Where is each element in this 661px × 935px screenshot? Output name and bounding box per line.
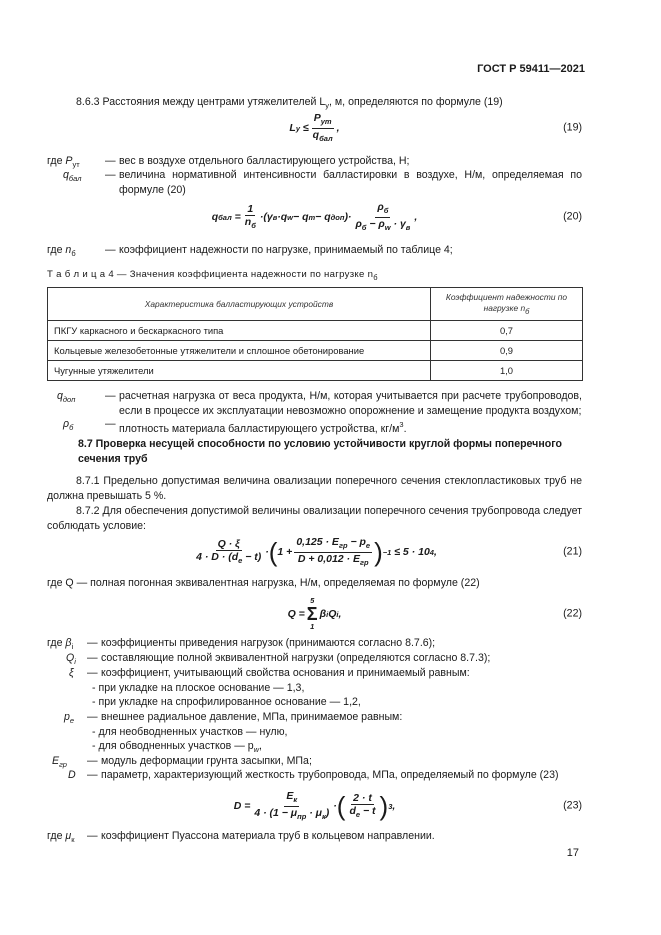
dash: — (105, 390, 116, 402)
table-row (48, 341, 583, 361)
symbol-sub: i (71, 642, 74, 651)
dash: — (87, 830, 98, 842)
f-sub: б (251, 220, 256, 230)
f-text: − q (315, 210, 331, 223)
prefix: где (47, 244, 66, 256)
f-text: , (414, 210, 418, 223)
symbol-sub: б (71, 249, 76, 258)
f-text: 0,125 · E (296, 535, 339, 548)
f-sub: i (336, 609, 339, 619)
f-text: , (392, 799, 396, 812)
list-item: - для необводненных участков — нулю, (92, 726, 288, 738)
paragraph-8-6-3 (47, 95, 582, 113)
symbol: p (64, 711, 70, 723)
symbol: ρ (63, 418, 70, 430)
f-text: Q (328, 607, 337, 620)
definition-text: коэффициент Пуассона материала труб в кольцевом направлении. (101, 830, 435, 842)
f-sub: б (383, 205, 389, 215)
table-caption (47, 267, 378, 285)
table-row (48, 361, 583, 381)
paragraph-8-7-2: 8.7.2 Для обеспечения допустимой величины овализации поперечного сечения трубопровода следует соблюдать условие: (47, 505, 582, 532)
formula-19 (47, 112, 582, 144)
definition-text: вес в воздухе отдельного балластирующего устройства, Н; (119, 155, 410, 167)
f-text: 1 (247, 202, 254, 215)
f-text: · (333, 799, 337, 812)
section-8-7-heading: 8.7 Проверка несущей способности по условию устойчивости круглой формы поперечного сечения труб (78, 438, 562, 465)
symbol-sub: гр (59, 760, 67, 769)
f-text: , (336, 121, 340, 134)
formula-23 (47, 786, 582, 826)
definition-text: плотность материала балластирующего устройства, кг/м (119, 423, 400, 435)
symbol: q (57, 390, 63, 402)
f-sub: пр (297, 811, 307, 821)
f-text: · (265, 545, 269, 558)
header-text: Коэффициент надежности по нагрузке n (445, 291, 568, 313)
definition-text: величина нормативной интенсивности балластировки в воздухе, Н/м, определяемая по формуле (20) (119, 169, 582, 196)
symbol: β (65, 637, 72, 649)
f-sub: i (326, 609, 329, 619)
dash: — (87, 637, 98, 649)
f-sub: w (287, 212, 294, 222)
symbol-sub: ут (72, 160, 80, 169)
definition-text: коэффициент надежности по нагрузке, принимаемый по таблице 4; (119, 244, 453, 256)
list-item: - при укладке на плоское основание — 1,3, (92, 682, 305, 694)
dash: — (105, 418, 116, 430)
formula-20 (47, 200, 582, 234)
f-text: · γ (390, 217, 406, 230)
f-text: 4 · (1 − μ (254, 806, 298, 819)
f-text: E (286, 789, 294, 802)
f-text: − t (360, 804, 376, 817)
formula-number: (23) (563, 799, 582, 812)
f-text: ρ (355, 217, 362, 230)
f-text: q (312, 128, 320, 141)
list-item: - при укладке на спрофилированное основание — 1,2, (92, 696, 361, 708)
dash: — (87, 711, 98, 723)
f-text: ) (325, 806, 330, 819)
f-sup: 4 (429, 547, 434, 557)
f-text: − t) (242, 550, 262, 563)
symbol: D (68, 769, 76, 781)
formula-number: (22) (563, 607, 582, 620)
f-text: L (289, 121, 296, 134)
f-text: )· (344, 210, 352, 223)
symbol-sub: б (69, 423, 74, 432)
f-sub: гр (359, 557, 369, 567)
f-sub: 1 (310, 622, 315, 631)
f-sub: в (272, 212, 278, 222)
subscript: у (325, 101, 330, 110)
definition-text: параметр, характеризующий жесткость трубопровода, МПа, определяемый по формуле (23) (101, 769, 559, 781)
f-text: 4 · D · (d (196, 550, 239, 563)
prefix: где (47, 830, 66, 842)
f-sup: −1 (382, 547, 392, 557)
paren-left: ( (336, 791, 346, 821)
symbol-sub: i (74, 657, 76, 666)
definition-text: . (403, 423, 407, 435)
symbol: n (65, 244, 72, 256)
f-sub: бал (218, 212, 232, 222)
f-text: 1 + (277, 545, 293, 558)
sum-operator (307, 597, 318, 631)
f-text: P (313, 111, 321, 124)
f-text: ≤ (302, 121, 309, 134)
symbol-sub: бал (68, 174, 82, 183)
superscript: 3 (399, 420, 404, 429)
f-sub: к (321, 811, 326, 821)
symbol-sub: e (69, 716, 75, 725)
f-text: − q (293, 210, 309, 223)
table-cell: 0,7 (431, 321, 583, 341)
f-sub: ут (320, 116, 332, 126)
document-header: ГОСТ Р 59411—2021 (477, 63, 585, 75)
text: , м, определяются по формуле (19) (329, 96, 503, 108)
dash: — (87, 652, 98, 664)
list-sub: w (253, 745, 260, 754)
f-sub: e (238, 555, 243, 565)
formula-number: (19) (563, 121, 582, 134)
dash: — (105, 169, 116, 181)
prefix: где (47, 637, 66, 649)
f-text: − ρ (366, 217, 385, 230)
symbol: P (65, 155, 73, 167)
f-text: n (244, 215, 252, 228)
table-cell: ПКГУ каркасного и бескаркасного типа (48, 321, 431, 341)
dash: — (87, 769, 98, 781)
dash: — (105, 155, 116, 167)
f-text: = (234, 210, 241, 223)
table-header-row (48, 288, 583, 321)
f-text: , (433, 545, 437, 558)
formula-21 (47, 530, 582, 574)
symbol: μ (65, 830, 72, 842)
dash: — (87, 755, 98, 767)
f-sub: e (365, 540, 371, 550)
coefficient-table (47, 287, 583, 381)
page-number: 17 (566, 847, 579, 859)
dash: — (105, 244, 116, 256)
paren-right: ) (374, 537, 383, 567)
f-text: Q · ξ (217, 537, 240, 550)
f-sub: у (295, 123, 300, 133)
f-sub: доп (330, 212, 345, 222)
f-text: ≤ 5 · 10 (394, 545, 430, 558)
table-row (48, 321, 583, 341)
fraction (347, 792, 377, 821)
fraction (294, 536, 372, 569)
paren-left: ( (268, 537, 278, 567)
fraction (311, 112, 335, 145)
definition-text: коэффициенты приведения нагрузок (принимаются согласно 8.7.6); (101, 637, 436, 649)
symbol-sub: к (71, 835, 75, 844)
caption-text: Т а б л и ц а 4 — Значения коэффициента надежности по нагрузке n (47, 269, 374, 280)
symbol: ξ (69, 667, 74, 679)
prefix: где (47, 155, 66, 167)
f-sub: б (361, 222, 367, 232)
fraction (243, 203, 258, 232)
f-text: ρ (377, 200, 384, 213)
definition-text: модуль деформации грунта засыпки, МПа; (101, 755, 312, 767)
symbol: E (52, 755, 60, 767)
caption-sub: б (373, 273, 378, 282)
f-text: ·q (277, 210, 288, 223)
formula-number: (20) (563, 210, 582, 223)
dash: — (87, 667, 98, 679)
f-text: Q = (287, 607, 305, 620)
text: 8.6.3 Расстояния между центрами утяжелителей L (76, 96, 326, 108)
f-text: d (349, 804, 356, 817)
f-sub: e (355, 809, 361, 819)
paren-right: ) (379, 791, 389, 821)
f-text: · μ (306, 806, 322, 819)
list-text: , (259, 740, 262, 752)
paragraph-8-7-1: 8.7.1 Предельно допустимая величина овализации поперечного сечения стеклопластиковых труб не должна превышать 5 %. (47, 475, 582, 502)
f-sub: к (293, 794, 298, 804)
f-text: D + 0,012 · E (297, 552, 360, 565)
definition-text: коэффициент, учитывающий свойства основания и принимаемый равным: (101, 667, 470, 679)
symbol: Q (66, 652, 75, 664)
definition-text: составляющие полной эквивалентной нагрузки (определяются согласно 8.7.3); (101, 652, 491, 664)
fraction (194, 538, 263, 567)
symbol-sub: доп (62, 395, 76, 404)
table-header-cell (431, 288, 583, 321)
f-sub: в (405, 222, 411, 232)
definition-Q: где Q — полная погонная эквивалентная нагрузка, Н/м, определяемая по формуле (22) (47, 577, 480, 589)
header-sub: б (525, 306, 530, 316)
f-text: 2 · t (353, 791, 372, 804)
table-header-cell: Характеристика балластирующих устройств (48, 288, 431, 321)
table-cell: 1,0 (431, 361, 583, 381)
f-sup: 5 (310, 596, 315, 605)
definition-text: внешнее радиальное давление, МПа, принимаемое равным: (101, 711, 403, 723)
f-sub: бал (319, 133, 333, 143)
table-cell: Кольцевые железобетонные утяжелители и сплошное обетонирование (48, 341, 431, 361)
list-text: - для обводненных участков — p (92, 740, 254, 752)
f-sub: т (308, 212, 316, 222)
fraction (252, 790, 331, 823)
fraction (353, 201, 412, 234)
table-cell: 0,9 (431, 341, 583, 361)
f-text: Σ (306, 604, 318, 624)
formula-22 (47, 594, 582, 634)
f-text: β (319, 607, 327, 620)
f-text: q (211, 210, 219, 223)
symbol: q (63, 169, 69, 181)
f-text: D = (233, 799, 251, 812)
f-sub: гр (338, 540, 348, 550)
formula-number: (21) (563, 545, 582, 558)
f-text: ·(γ (259, 210, 273, 223)
f-text: , (338, 607, 342, 620)
f-text: − p (347, 535, 366, 548)
f-sup: 3 (388, 801, 393, 811)
definition-text: расчетная нагрузка от веса продукта, Н/м, которая учитывается при расчете трубопроводов, если в процессе их эксплуатации невозможно опорожнение и замещение продукта воздухом; (119, 390, 582, 417)
table-cell: Чугунные утяжелители (48, 361, 431, 381)
f-sub: w (384, 222, 391, 232)
